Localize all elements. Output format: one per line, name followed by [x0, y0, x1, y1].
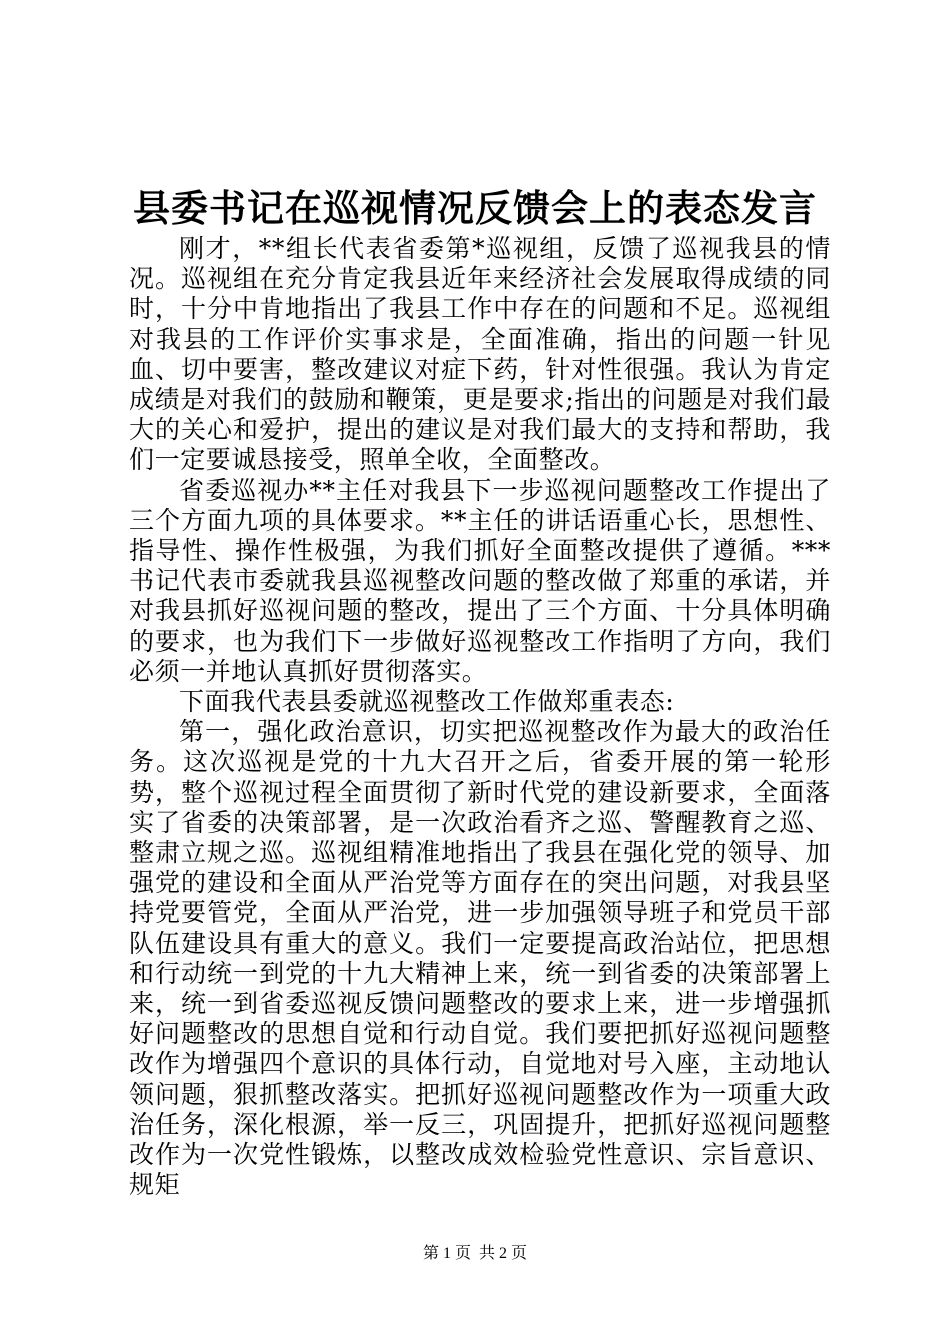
paragraph-1: 刚才，**组长代表省委第*巡视组，反馈了巡视我县的情况。巡视组在充分肯定我县近年来经济社会发展取得成绩的同时，十分中肯地指出了我县工作中存在的问题和不足。巡视组对我县的工作评价实事求是，全面准确，指出的问题一针见血、切中要害，整改建议对症下药，针对性很强。我认为肯定成绩是对我们的鼓励和鞭策，更是要求;指出的问题是对我们最大的关心和爱护，提出的建议是对我们最大的支持和帮助，我们一定要诚恳接受，照单全收，全面整改。 — [129, 234, 831, 475]
page-number: 第 1 页 — [422, 1245, 471, 1262]
paragraph-4: 第一，强化政治意识，切实把巡视整改作为最大的政治任务。这次巡视是党的十九大召开之后，省委开展的第一轮形势，整个巡视过程全面贯彻了新时代党的建设新要求，全面落实了省委的决策部署，是一次政治看齐之巡、警醒教育之巡、整肃立规之巡。巡视组精准地指出了我县在强化党的领导、加强党的建设和全面从严治党等方面存在的突出问题，对我县坚持党要管党，全面从严治党，进一步加强领导班子和党员干部队伍建设具有重大的意义。我们一定要提高政治站位，把思想和行动统一到党的十九大精神上来，统一到省委的决策部署上来，统一到省委巡视反馈问题整改的要求上来，进一步增强抓好问题整改的思想自觉和行动自觉。我们要把抓好巡视问题整改作为增强四个意识的具体行动，自觉地对号入座，主动地认领问题，狠抓整改落实。把抓好巡视问题整改作为一项重大政治任务，深化根源，举一反三，巩固提升，把抓好巡视问题整改作为一次党性锻炼，以整改成效检验党性意识、宗旨意识、规矩 — [129, 717, 831, 1200]
paragraph-3: 下面我代表县委就巡视整改工作做郑重表态: — [179, 687, 675, 717]
page-total: 共 2 页 — [479, 1245, 528, 1262]
page-footer — [0, 1244, 950, 1264]
document-body — [129, 234, 831, 1201]
paragraph-2: 省委巡视办**主任对我县下一步巡视问题整改工作提出了三个方面九项的具体要求。**主任的讲话语重心长，思想性、指导性、操作性极强，为我们抓好全面整改提供了遵循。***书记代表市委就我县巡视整改问题的整改做了郑重的承诺，并对我县抓好巡视问题的整改，提出了三个方面、十分具体明确的要求，也为我们下一步做好巡视整改工作指明了方向，我们必须一并地认真抓好贯彻落实。 — [129, 475, 831, 686]
document-title: 县委书记在巡视情况反馈会上的表态发言 — [133, 186, 817, 230]
